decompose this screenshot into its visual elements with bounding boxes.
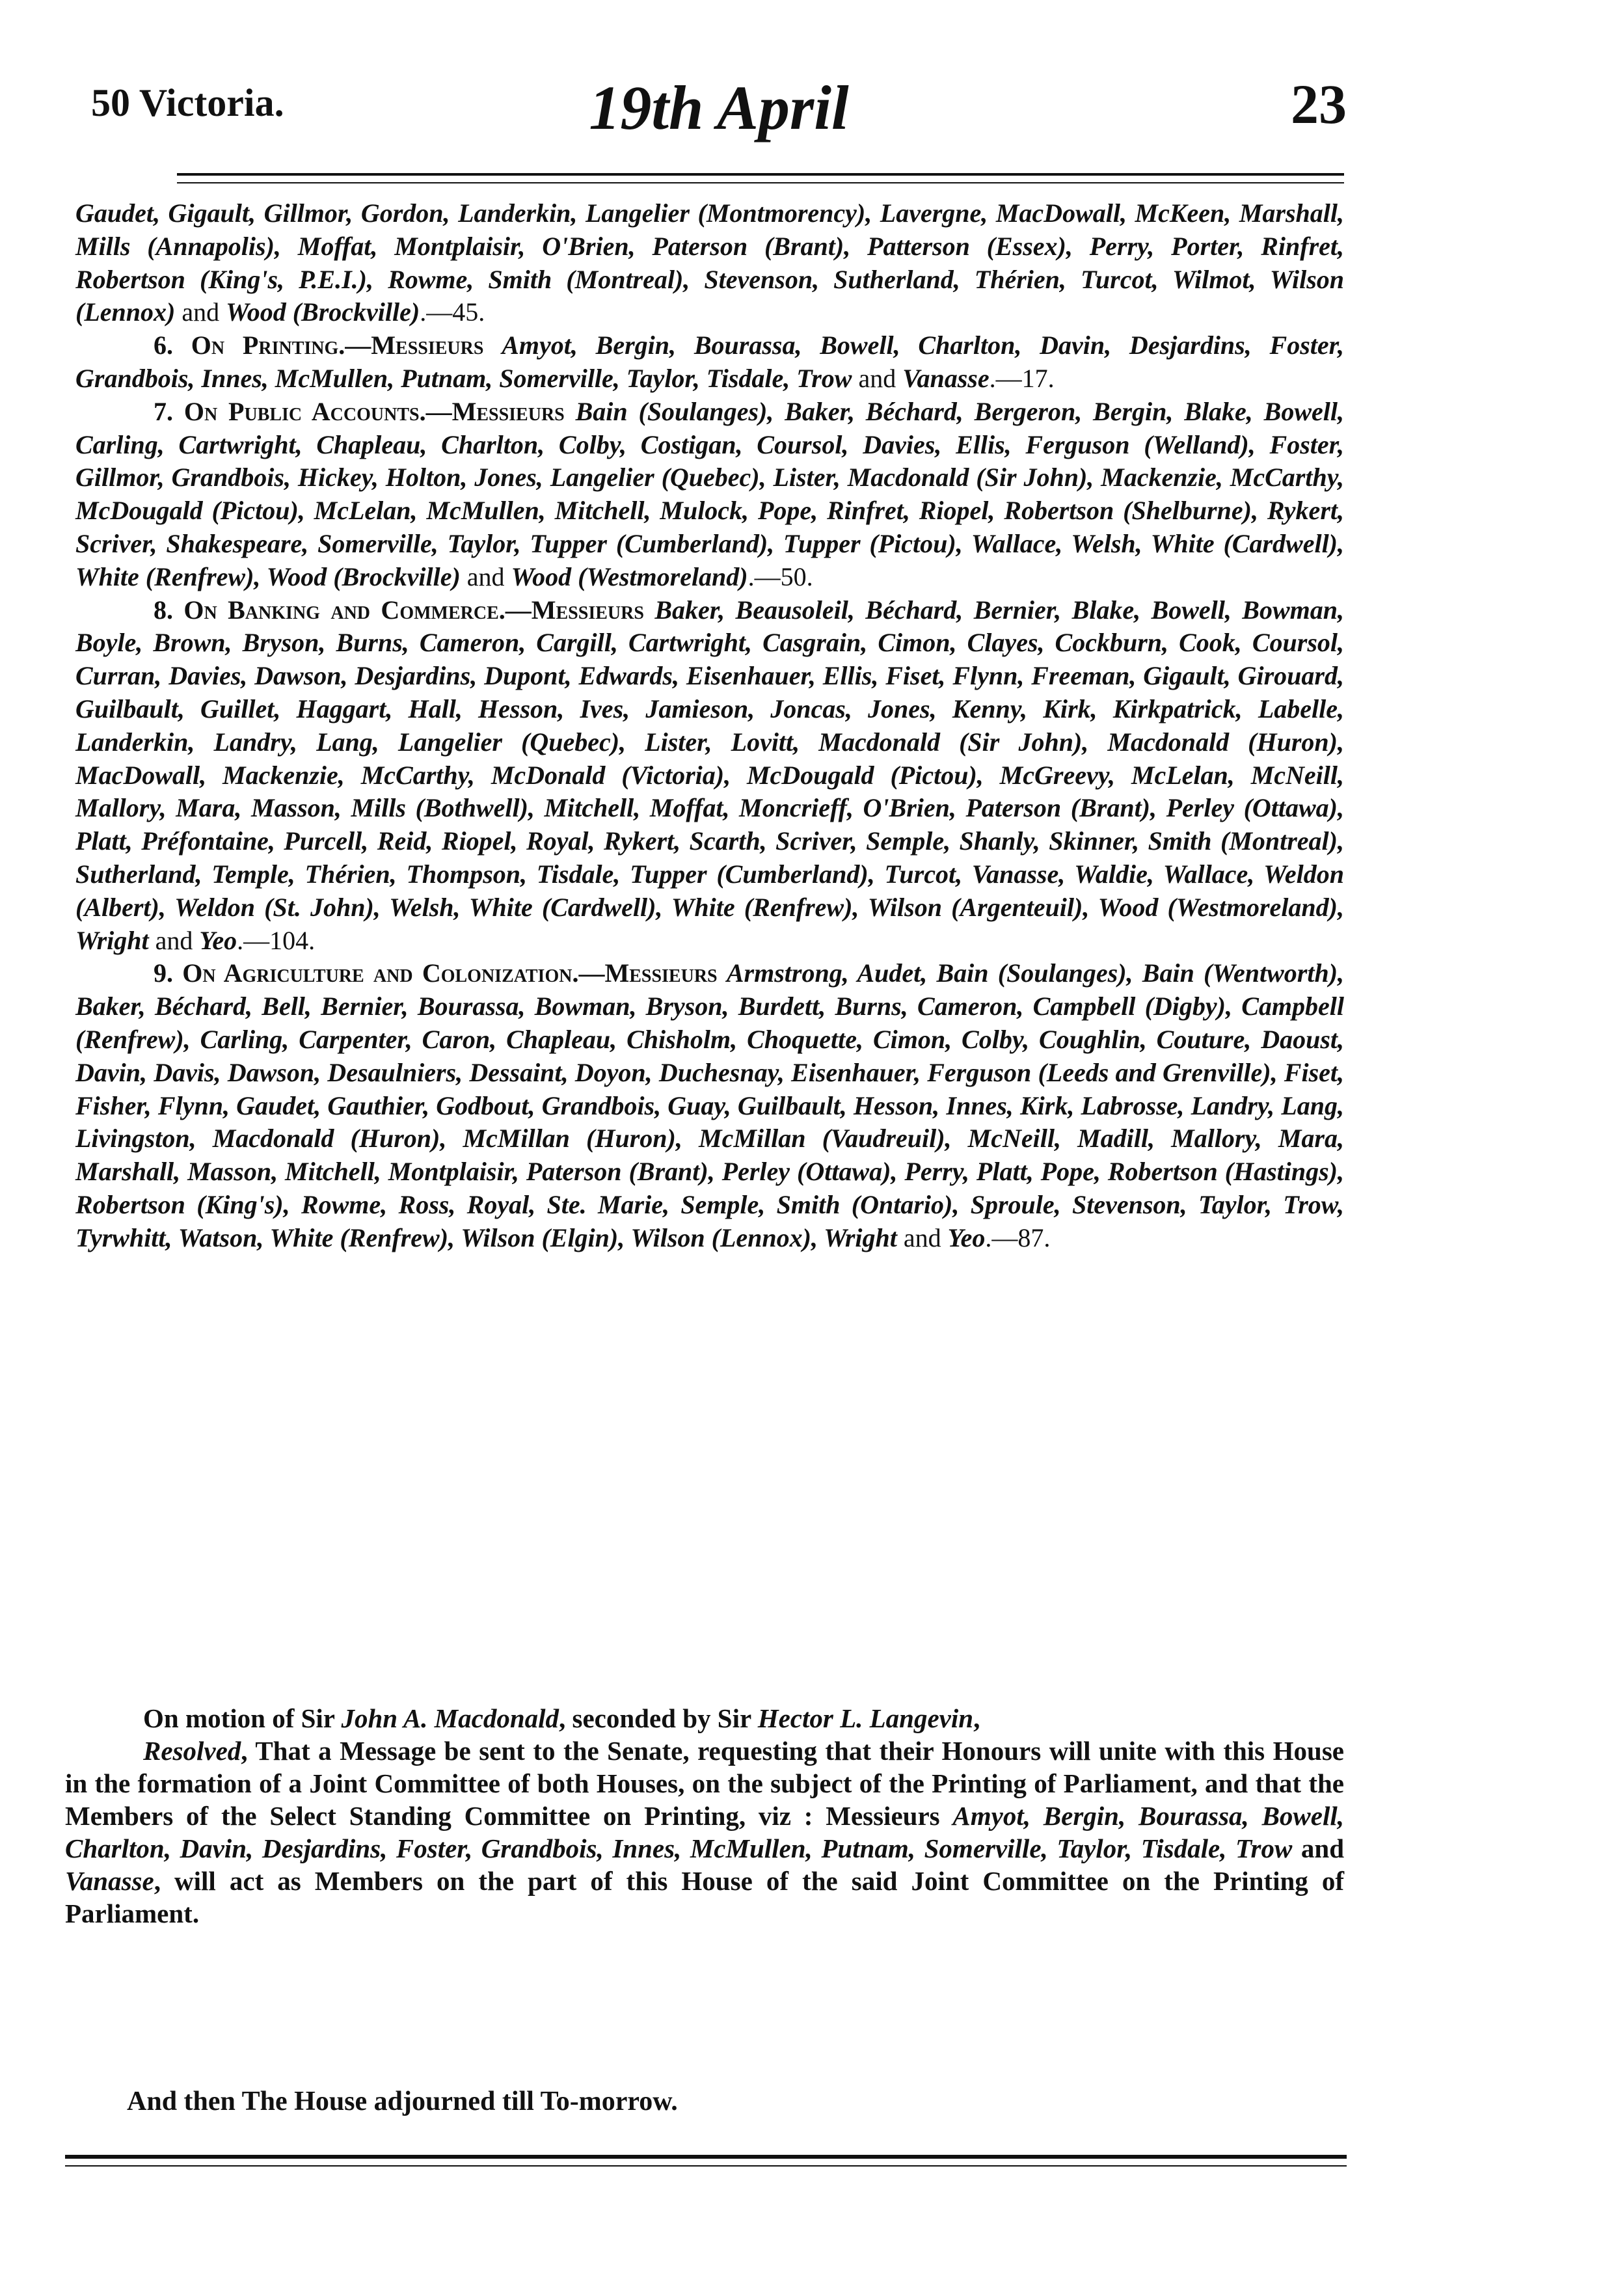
motion-text: , seconded by Sir — [559, 1703, 751, 1733]
resolved-label: Resolved — [143, 1736, 241, 1766]
committee-last-name: Yeo — [199, 925, 237, 955]
committee-count: .—17. — [989, 363, 1055, 393]
session-label: 50 Victoria. — [91, 81, 284, 124]
date-title: 19th April — [589, 73, 849, 142]
committee-count: .—104. — [237, 925, 316, 955]
committee-and: and — [182, 297, 220, 327]
committee-heading: 7. On Public Accounts.—Messieurs — [154, 396, 565, 426]
mover-name: John A. Macdonald — [341, 1703, 559, 1733]
last-member-name: Vanasse — [65, 1866, 154, 1896]
motion-text: On motion of Sir — [143, 1703, 335, 1733]
committee-last-name: Yeo — [947, 1222, 986, 1252]
committee-heading: 8. On Banking and Commerce.—Messieurs — [154, 595, 644, 625]
resolution-and: and — [1300, 1833, 1344, 1863]
committee-last-name: Wood (Brockville) — [226, 297, 420, 327]
committee-and: and — [903, 1222, 941, 1252]
motion-text: , — [973, 1703, 980, 1733]
committee-count: .—87. — [985, 1222, 1051, 1252]
motion-resolution — [65, 1735, 1344, 1930]
committee-and: and — [858, 363, 896, 393]
joint-committee-motion — [65, 1702, 1344, 1930]
committee-count: .—45. — [420, 297, 485, 327]
footer-rule-thin — [65, 2165, 1347, 2167]
committee-count: .—50. — [748, 561, 813, 591]
seconder-name: Hector L. Langevin — [757, 1703, 974, 1733]
committee-names: Armstrong, Audet, Bain (Soulanges), Bain (Wentworth), Baker, Béchard, Bell, Bernier, Bourassa, Bowman, Bryson, Burdett, Burns, Cameron, Campbell (Digby), Campbell (Renfrew), Carling, Carpenter, Caron, Chapleau, Chisholm, Choquette, Cimon, Colby, Coughlin, Couture, Daoust, Davin, Davis, Dawson, Desaulniers, Dessaint, Doyon, Duchesnay, Eisenhauer, Ferguson (Leeds and Grenville), Fiset, Fisher, Flynn, Gaudet, Gauthier, Godbout, Grandbois, Guay, Guilbault, Hesson, Innes, Kirk, Labrosse, Landry, Lang, Livingston, Macdonald (Huron), McMillan (Huron), McMillan (Vaudreuil), McNeill, Madill, Mallory, Mara, Marshall, Masson, Mitchell, Montplaisir, Paterson (Brant), Perley (Ottawa), Perry, Platt, Pope, Robertson (Hastings), Robertson (King's), Rowme, Ross, Royal, Ste. Marie, Semple, Smith (Ontario), Sproule, Stevenson, Taylor, Trow, Tyrwhitt, Watson, White (Renfrew), Wilson (Elgin), Wilson (Lennox), Wright — [75, 958, 1345, 1252]
committee-lists — [75, 197, 1344, 1255]
committee-heading: 6. On Printing.—Messieurs — [154, 331, 484, 360]
committee-last-name: Vanasse — [902, 363, 990, 393]
motion-intro — [65, 1702, 1344, 1735]
resolution-text: , That a Message be sent to the Senate, requesting that their Honours will unite with this House in the formation of a Joint Committee of both Houses, on the subject of the Printing of Parliament, and that the Members of the Select Standing Committee on Printing, viz : Messieurs — [65, 1736, 1344, 1831]
committee-item — [75, 957, 1344, 1254]
committee-and: and — [466, 561, 505, 591]
header-rule — [177, 173, 1344, 176]
page-number: 23 — [1291, 73, 1347, 135]
resolution-text-end: , will act as Members on the part of this House of the said Joint Committee on the Printing of Parliament. — [65, 1866, 1344, 1928]
page-header — [91, 72, 1347, 143]
committee-names: Gaudet, Gigault, Gillmor, Gordon, Landerkin, Langelier (Montmorency), Lavergne, MacDowall, McKeen, Marshall, Mills (Annapolis), Moffat, Montplaisir, O'Brien, Paterson (Brant), Patterson (Essex), Perry, Porter, Rinfret, Robertson (King's, P.E.I.), Rowme, Smith (Montreal), Stevenson, Sutherland, Thérien, Turcot, Wilmot, Wilson (Lennox) — [75, 198, 1344, 327]
committee-and: and — [155, 925, 193, 955]
member-names: Amyot, Bergin, Bourassa, Bowell, Charlton, Davin, Desjardins, Foster, Grandbois, Innes, McMullen, Putnam, Somerville, Taylor, Tisdale, Trow — [65, 1801, 1345, 1863]
committee-item — [75, 396, 1344, 594]
committee-last-name: Wood (Westmoreland) — [511, 561, 748, 591]
committee-heading: 9. On Agriculture and Colonization.—Messieurs — [154, 958, 718, 988]
header-rule-thin — [177, 182, 1344, 183]
committee-names: Baker, Beausoleil, Béchard, Bernier, Blake, Bowell, Bowman, Boyle, Brown, Bryson, Burns, Cameron, Cargill, Cartwright, Casgrain, Cimon, Clayes, Cockburn, Cook, Coursol, Curran, Davies, Dawson, Desjardins, Dupont, Edwards, Eisenhauer, Ellis, Fiset, Flynn, Freeman, Gigault, Girouard, Guilbault, Guillet, Haggart, Hall, Hesson, Ives, Jamieson, Joncas, Jones, Kenny, Kirk, Kirkpatrick, Labelle, Landerkin, Landry, Lang, Langelier (Quebec), Lister, Lovitt, Macdonald (Sir John), Macdonald (Huron), MacDowall, Mackenzie, McCarthy, McDonald (Victoria), McDougald (Pictou), McGreevy, McLelan, McNeill, Mallory, Mara, Masson, Mills (Bothwell), Mitchell, Moffat, Moncrieff, O'Brien, Paterson (Brant), Perley (Ottawa), Platt, Préfontaine, Purcell, Reid, Riopel, Royal, Rykert, Scarth, Scriver, Semple, Shanly, Skinner, Smith (Montreal), Sutherland, Temple, Thérien, Thompson, Tisdale, Tupper (Cumberland), Turcot, Vanasse, Waldie, Wallace, Weldon (Albert), Weldon (St. John), Welsh, White (Cardwell), White (Renfrew), Wilson (Argenteuil), Wood (Westmoreland), Wright — [75, 595, 1344, 955]
committee-item — [75, 197, 1344, 329]
committee-item — [75, 594, 1344, 958]
committee-item — [75, 329, 1344, 396]
adjournment-line: And then The House adjourned till To-morrow. — [127, 2087, 678, 2116]
footer-rule — [65, 2155, 1347, 2159]
committee-names: Bain (Soulanges), Baker, Béchard, Bergeron, Bergin, Blake, Bowell, Carling, Cartwright, Chapleau, Charlton, Colby, Costigan, Coursol, Davies, Ellis, Ferguson (Welland), Foster, Gillmor, Grandbois, Hickey, Holton, Jones, Langelier (Quebec), Lister, Macdonald (Sir John), Mackenzie, McCarthy, McDougald (Pictou), McLelan, McMullen, Mitchell, Mulock, Pope, Rinfret, Riopel, Robertson (Shelburne), Rykert, Scriver, Shakespeare, Somerville, Taylor, Tupper (Cumberland), Tupper (Pictou), Wallace, Welsh, White (Cardwell), White (Renfrew), Wood (Brockville) — [75, 396, 1344, 591]
committee-names: Amyot, Bergin, Bourassa, Bowell, Charlton, Davin, Desjardins, Foster, Grandbois, Innes, McMullen, Putnam, Somerville, Taylor, Tisdale, Trow — [75, 331, 1345, 393]
